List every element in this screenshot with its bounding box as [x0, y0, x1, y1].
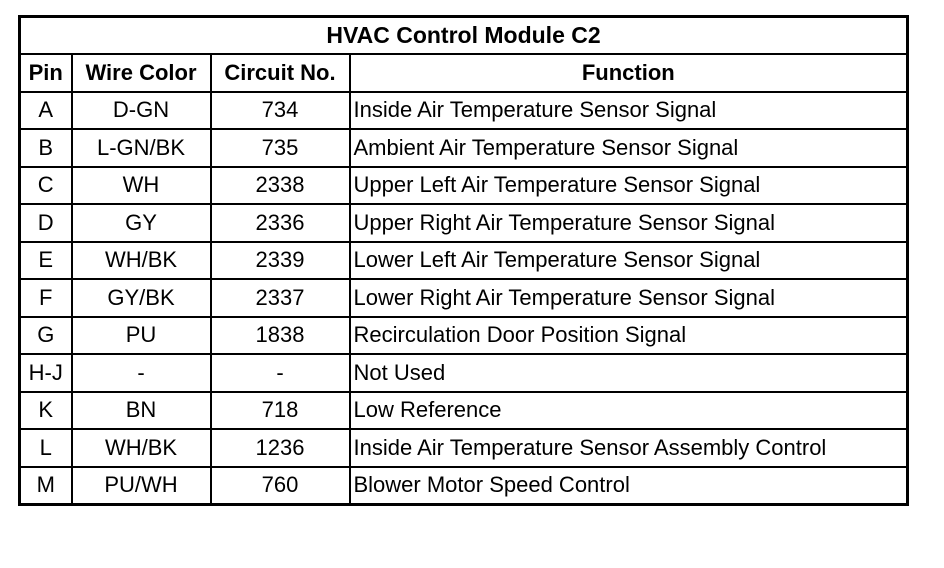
table-row: [20, 167, 908, 205]
table-head: [20, 17, 908, 92]
pin-cell: L: [20, 429, 72, 467]
circuit-number-cell: 2338: [211, 167, 350, 205]
circuit-number-cell: 2337: [211, 279, 350, 317]
wire-color-cell: D-GN: [72, 92, 211, 130]
circuit-number-cell: 735: [211, 129, 350, 167]
circuit-number-cell: 734: [211, 92, 350, 130]
pin-cell: A: [20, 92, 72, 130]
wire-color-cell: -: [72, 354, 211, 392]
circuit-number-cell: 1838: [211, 317, 350, 355]
pin-cell: C: [20, 167, 72, 205]
function-cell: Recirculation Door Position Signal: [350, 317, 908, 355]
function-cell: Lower Left Air Temperature Sensor Signal: [350, 242, 908, 280]
table-row: [20, 467, 908, 505]
header-circuit-no: Circuit No.: [211, 54, 350, 92]
function-cell: Low Reference: [350, 392, 908, 430]
table-row: [20, 429, 908, 467]
function-cell: Upper Right Air Temperature Sensor Signal: [350, 204, 908, 242]
header-wire-color: Wire Color: [72, 54, 211, 92]
table-row: [20, 242, 908, 280]
pin-cell: K: [20, 392, 72, 430]
wire-color-cell: GY: [72, 204, 211, 242]
wire-color-cell: GY/BK: [72, 279, 211, 317]
wire-color-cell: BN: [72, 392, 211, 430]
wire-color-cell: PU/WH: [72, 467, 211, 505]
pin-cell: G: [20, 317, 72, 355]
table-body: [20, 92, 908, 505]
pin-cell: B: [20, 129, 72, 167]
function-cell: Not Used: [350, 354, 908, 392]
circuit-number-cell: 2336: [211, 204, 350, 242]
table-row: [20, 354, 908, 392]
wire-color-cell: WH/BK: [72, 242, 211, 280]
circuit-number-cell: 2339: [211, 242, 350, 280]
table-row: [20, 204, 908, 242]
wire-color-cell: WH/BK: [72, 429, 211, 467]
function-cell: Blower Motor Speed Control: [350, 467, 908, 505]
table-title: HVAC Control Module C2: [20, 17, 908, 55]
pin-cell: F: [20, 279, 72, 317]
circuit-number-cell: 760: [211, 467, 350, 505]
wire-color-cell: L-GN/BK: [72, 129, 211, 167]
pin-cell: D: [20, 204, 72, 242]
title-row: [20, 17, 908, 55]
table-row: [20, 129, 908, 167]
pin-cell: M: [20, 467, 72, 505]
header-row: [20, 54, 908, 92]
circuit-number-cell: 1236: [211, 429, 350, 467]
function-cell: Inside Air Temperature Sensor Signal: [350, 92, 908, 130]
pin-cell: E: [20, 242, 72, 280]
wire-color-cell: PU: [72, 317, 211, 355]
table-row: [20, 392, 908, 430]
header-pin: Pin: [20, 54, 72, 92]
table-row: [20, 279, 908, 317]
function-cell: Lower Right Air Temperature Sensor Signal: [350, 279, 908, 317]
pin-cell: H-J: [20, 354, 72, 392]
circuit-number-cell: 718: [211, 392, 350, 430]
table-row: [20, 92, 908, 130]
wire-color-cell: WH: [72, 167, 211, 205]
function-cell: Inside Air Temperature Sensor Assembly Control: [350, 429, 908, 467]
function-cell: Ambient Air Temperature Sensor Signal: [350, 129, 908, 167]
function-cell: Upper Left Air Temperature Sensor Signal: [350, 167, 908, 205]
header-function: Function: [350, 54, 908, 92]
connector-pinout-table: [18, 15, 909, 506]
table-row: [20, 317, 908, 355]
circuit-number-cell: -: [211, 354, 350, 392]
